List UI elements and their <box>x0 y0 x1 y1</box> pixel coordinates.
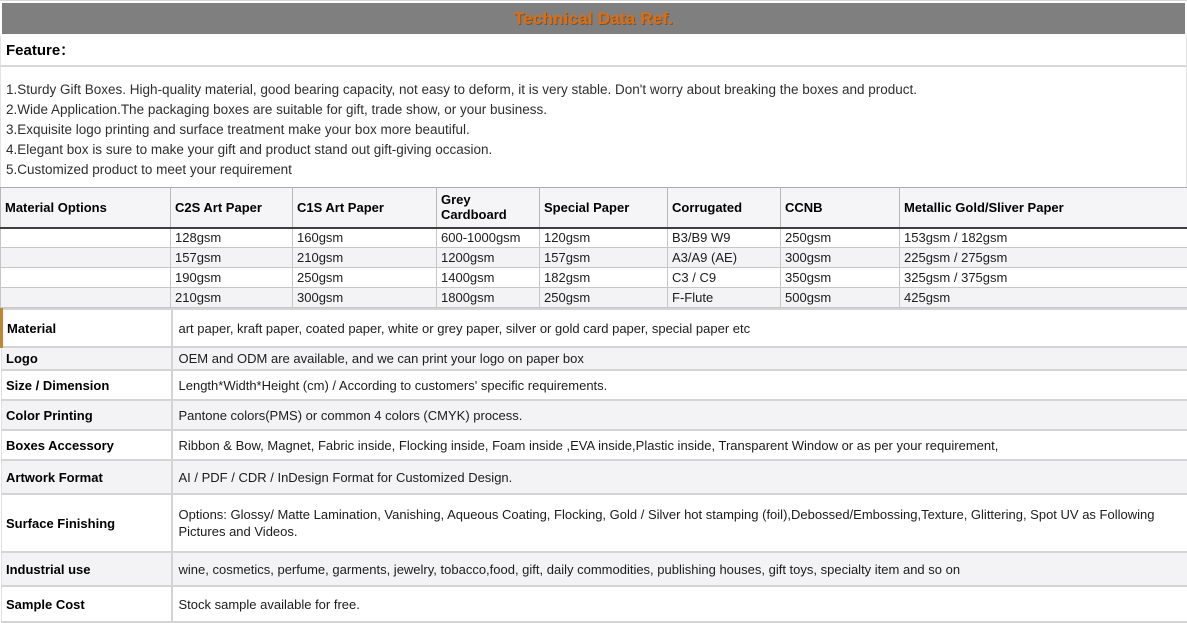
materials-cell <box>1 288 171 308</box>
feature-item: 1.Sturdy Gift Boxes. High-quality material, good bearing capacity, not easy to deform, it is very stable. Don't worry about breaking the boxes and product. <box>6 80 1178 100</box>
spec-label: Color Printing <box>2 400 172 430</box>
spec-row <box>2 309 1187 347</box>
materials-cell: A3/A9 (AE) <box>668 248 781 268</box>
spec-value: Options: Glossy/ Matte Lamination, Vanishing, Aqueous Coating, Flocking, Gold / Silver hot stamping (foil),Debossed/Embossing,Texture, Glittering, Spot UV as Following Pictures and Videos. <box>172 494 1187 552</box>
materials-cell: 190gsm <box>171 268 293 288</box>
materials-cell: 157gsm <box>171 248 293 268</box>
feature-item: 4.Elegant box is sure to make your gift and product stand out gift-giving occasion. <box>6 140 1178 160</box>
materials-header-row <box>1 188 1187 228</box>
spec-label: Logo <box>2 347 172 370</box>
spec-label: Artwork Format <box>2 460 172 494</box>
materials-cell: 128gsm <box>171 228 293 248</box>
materials-cell: 1200gsm <box>437 248 540 268</box>
spec-row <box>2 400 1187 430</box>
spec-label: Industrial use <box>2 552 172 586</box>
spec-value: Ribbon & Bow, Magnet, Fabric inside, Flocking inside, Foam inside ,EVA inside,Plastic inside, Transparent Window or as per your requirement, <box>172 430 1187 460</box>
materials-cell: B3/B9 W9 <box>668 228 781 248</box>
spec-label: Boxes Accessory <box>2 430 172 460</box>
feature-item: 5.Customized product to meet your requirement <box>6 160 1178 180</box>
spec-row <box>2 494 1187 552</box>
materials-cell <box>1 228 171 248</box>
spec-label: Material <box>2 309 172 347</box>
materials-cell: 160gsm <box>293 228 437 248</box>
materials-col-header: Material Options <box>1 188 171 228</box>
materials-cell: 350gsm <box>781 268 900 288</box>
materials-cell: 1400gsm <box>437 268 540 288</box>
spec-value: OEM and ODM are available, and we can print your logo on paper box <box>172 347 1187 370</box>
feature-heading: Feature： <box>0 36 1187 67</box>
materials-col-header: C2S Art Paper <box>171 188 293 228</box>
spec-label: Surface Finishing <box>2 494 172 552</box>
materials-cell <box>1 248 171 268</box>
spec-label: Sample Cost <box>2 586 172 622</box>
materials-cell <box>1 268 171 288</box>
spec-value: AI / PDF / CDR / InDesign Format for Customized Design. <box>172 460 1187 494</box>
materials-cell: 500gsm <box>781 288 900 308</box>
materials-cell: 325gsm / 375gsm <box>900 268 1187 288</box>
spec-row <box>2 460 1187 494</box>
feature-list <box>0 67 1187 187</box>
materials-cell: 250gsm <box>781 228 900 248</box>
feature-item: 2.Wide Application.The packaging boxes are suitable for gift, trade show, or your business. <box>6 100 1178 120</box>
spec-row <box>2 586 1187 622</box>
materials-row <box>1 228 1187 248</box>
spec-value: Pantone colors(PMS) or common 4 colors (CMYK) process. <box>172 400 1187 430</box>
materials-cell: 225gsm / 275gsm <box>900 248 1187 268</box>
materials-cell: 210gsm <box>171 288 293 308</box>
spec-value: Length*Width*Height (cm) / According to customers' specific requirements. <box>172 370 1187 400</box>
materials-col-header: Metallic Gold/Sliver Paper <box>900 188 1187 228</box>
materials-row <box>1 288 1187 308</box>
specs-table <box>0 308 1187 623</box>
materials-cell: 250gsm <box>293 268 437 288</box>
materials-col-header: C1S Art Paper <box>293 188 437 228</box>
spec-value: Stock sample available for free. <box>172 586 1187 622</box>
spec-row <box>2 370 1187 400</box>
materials-cell: 120gsm <box>540 228 668 248</box>
spec-row <box>2 552 1187 586</box>
materials-row <box>1 248 1187 268</box>
materials-cell: C3 / C9 <box>668 268 781 288</box>
page-title: Technical Data Ref. <box>514 9 673 28</box>
materials-col-header: Grey Cardboard <box>437 188 540 228</box>
spec-value: art paper, kraft paper, coated paper, white or grey paper, silver or gold card paper, special paper etc <box>172 309 1187 347</box>
materials-col-header: Corrugated <box>668 188 781 228</box>
materials-col-header: Special Paper <box>540 188 668 228</box>
materials-cell: F-Flute <box>668 288 781 308</box>
title-bar <box>2 3 1185 34</box>
spec-row <box>2 347 1187 370</box>
materials-col-header: CCNB <box>781 188 900 228</box>
spec-label: Size / Dimension <box>2 370 172 400</box>
materials-cell: 425gsm <box>900 288 1187 308</box>
materials-cell: 1800gsm <box>437 288 540 308</box>
spec-row <box>2 430 1187 460</box>
materials-cell: 600-1000gsm <box>437 228 540 248</box>
materials-cell: 210gsm <box>293 248 437 268</box>
materials-cell: 157gsm <box>540 248 668 268</box>
materials-cell: 153gsm / 182gsm <box>900 228 1187 248</box>
materials-cell: 182gsm <box>540 268 668 288</box>
feature-item: 3.Exquisite logo printing and surface treatment make your box more beautiful. <box>6 120 1178 140</box>
materials-table <box>0 187 1187 308</box>
materials-cell: 300gsm <box>781 248 900 268</box>
materials-cell: 300gsm <box>293 288 437 308</box>
materials-row <box>1 268 1187 288</box>
spec-value: wine, cosmetics, perfume, garments, jewelry, tobacco,food, gift, daily commodities, publishing houses, gift toys, specialty item and so on <box>172 552 1187 586</box>
materials-cell: 250gsm <box>540 288 668 308</box>
